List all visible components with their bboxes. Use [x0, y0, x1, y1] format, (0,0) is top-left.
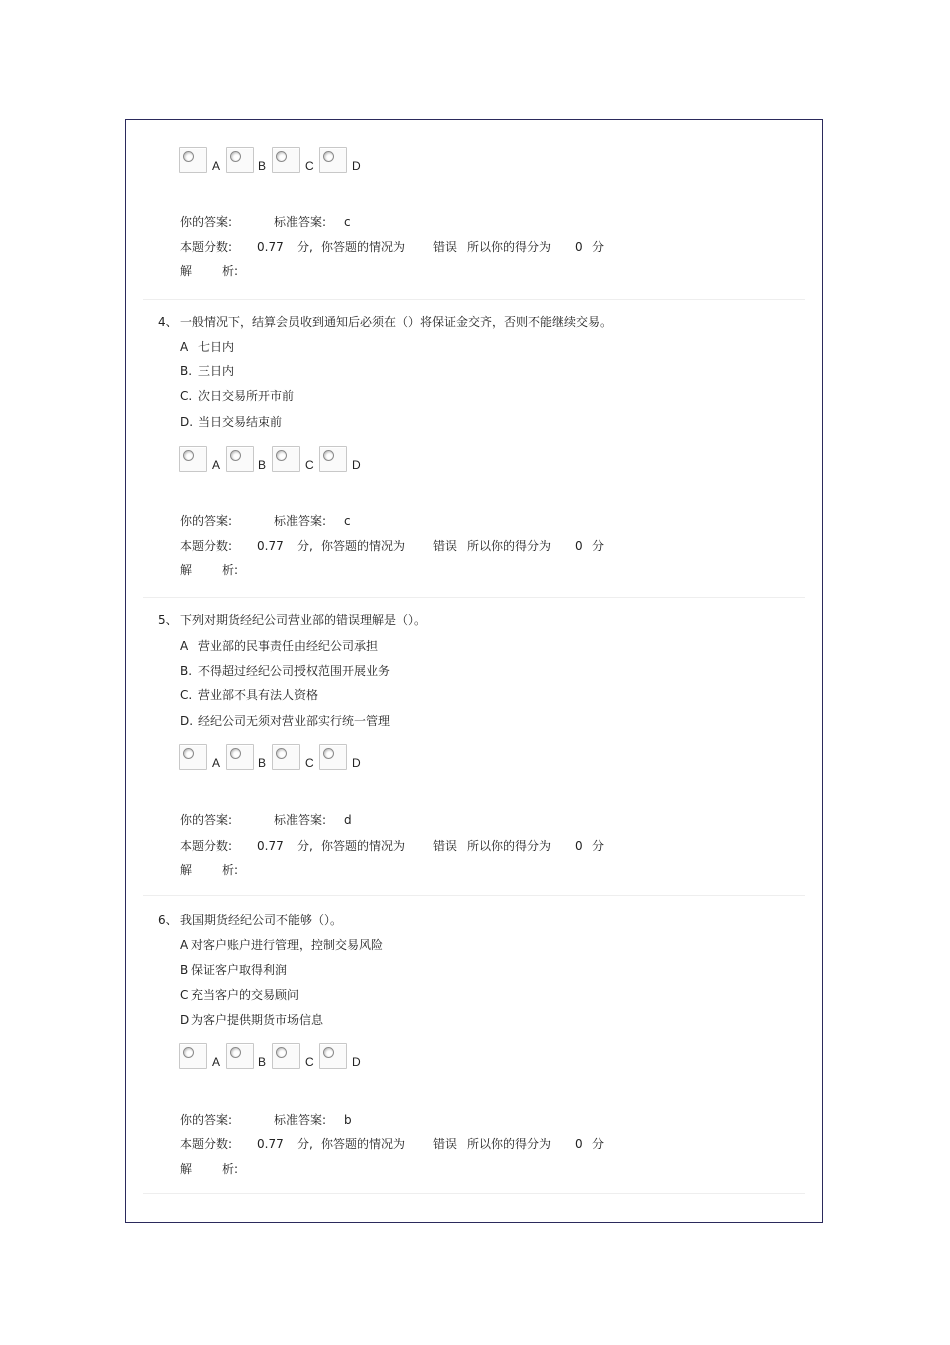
choice-box-a[interactable] [179, 744, 207, 770]
status-value: 错误 [433, 539, 458, 553]
status-value: 错误 [433, 240, 458, 254]
option-letter: D. [180, 714, 194, 728]
analysis-label-1: 解 [180, 1162, 193, 1176]
choice-letter-d: D [352, 756, 361, 770]
choice-box-a[interactable] [179, 1043, 207, 1069]
option-letter: A [180, 639, 189, 653]
standard-answer-label: 标准答案: [274, 813, 327, 827]
choice-letter-a: A [212, 756, 221, 770]
points-unit: 分 [592, 539, 605, 553]
option-letter: A [180, 340, 189, 354]
choice-box-b[interactable] [226, 744, 254, 770]
earned-points: 0 [575, 539, 583, 553]
option-text: 保证客户取得利润 [191, 963, 288, 977]
radio-icon[interactable] [230, 748, 241, 759]
question-number: 4、 [158, 315, 178, 329]
choice-letter-d: D [352, 1055, 361, 1069]
score-unit: 分, [297, 240, 313, 254]
status-value: 错误 [433, 839, 458, 853]
analysis-label-2: 析: [222, 1162, 239, 1176]
points-unit: 分 [592, 1137, 605, 1151]
earned-points: 0 [575, 839, 583, 853]
answer-choices [179, 446, 379, 476]
radio-icon[interactable] [230, 151, 241, 162]
divider [143, 299, 805, 300]
choice-letter-c: C [305, 756, 314, 770]
score-value: 0.77 [257, 240, 284, 254]
score-value: 0.77 [257, 1137, 284, 1151]
standard-answer-label: 标准答案: [274, 215, 327, 229]
question-number: 5、 [158, 613, 178, 627]
option-text: 三日内 [198, 364, 235, 378]
analysis-label-2: 析: [222, 563, 239, 577]
radio-icon[interactable] [183, 450, 194, 461]
question-text: 下列对期货经纪公司营业部的错误理解是（）。 [180, 613, 427, 627]
choice-box-a[interactable] [179, 446, 207, 472]
option-letter: D. [180, 415, 194, 429]
score-unit: 分, [297, 539, 313, 553]
option-letter: B. [180, 364, 193, 378]
choice-box-c[interactable] [272, 744, 300, 770]
choice-letter-b: B [258, 756, 267, 770]
analysis-label-1: 解 [180, 264, 193, 278]
radio-icon[interactable] [183, 151, 194, 162]
choice-letter-b: B [258, 1055, 267, 1069]
choice-letter-a: A [212, 1055, 221, 1069]
option-text: 不得超过经纪公司授权范围开展业务 [198, 664, 391, 678]
choice-box-b[interactable] [226, 1043, 254, 1069]
analysis-label-1: 解 [180, 863, 193, 877]
option-letter: B [180, 963, 189, 977]
choice-letter-c: C [305, 1055, 314, 1069]
option-letter: D [180, 1013, 190, 1027]
option-letter: C. [180, 688, 193, 702]
score-label: 本题分数: [180, 839, 233, 853]
question-text: 我国期货经纪公司不能够（）。 [180, 913, 343, 927]
result-prefix: 所以你的得分为 [467, 240, 552, 254]
analysis-label-2: 析: [222, 863, 239, 877]
your-answer-label: 你的答案: [180, 1113, 233, 1127]
option-letter: C [180, 988, 189, 1002]
radio-icon[interactable] [183, 748, 194, 759]
status-prefix: 你答题的情况为 [321, 539, 406, 553]
standard-answer-value: c [344, 514, 351, 528]
score-label: 本题分数: [180, 240, 233, 254]
radio-icon[interactable] [230, 450, 241, 461]
choice-box-d[interactable] [319, 1043, 347, 1069]
choice-letter-a: A [212, 458, 221, 472]
choice-letter-c: C [305, 159, 314, 173]
status-prefix: 你答题的情况为 [321, 839, 406, 853]
option-text: 对客户账户进行管理，控制交易风险 [191, 938, 384, 952]
radio-icon[interactable] [276, 450, 287, 461]
your-answer-label: 你的答案: [180, 514, 233, 528]
result-prefix: 所以你的得分为 [467, 539, 552, 553]
radio-icon[interactable] [323, 450, 334, 461]
your-answer-label: 你的答案: [180, 813, 233, 827]
result-prefix: 所以你的得分为 [467, 1137, 552, 1151]
radio-icon[interactable] [323, 748, 334, 759]
result-prefix: 所以你的得分为 [467, 839, 552, 853]
score-unit: 分, [297, 839, 313, 853]
score-label: 本题分数: [180, 1137, 233, 1151]
option-text: 营业部的民事责任由经纪公司承担 [198, 639, 379, 653]
radio-icon[interactable] [276, 748, 287, 759]
earned-points: 0 [575, 1137, 583, 1151]
divider [143, 1193, 805, 1194]
choice-letter-d: D [352, 159, 361, 173]
status-value: 错误 [433, 1137, 458, 1151]
choice-letter-a: A [212, 159, 221, 173]
standard-answer-value: b [344, 1113, 352, 1127]
option-text: 经纪公司无须对营业部实行统一管理 [198, 714, 391, 728]
choice-box-a[interactable] [179, 147, 207, 173]
choice-box-c[interactable] [272, 446, 300, 472]
question-text: 一般情况下，结算会员收到通知后必须在（）将保证金交齐，否则不能继续交易。 [180, 315, 613, 329]
analysis-label-2: 析: [222, 264, 239, 278]
choice-box-c[interactable] [272, 147, 300, 173]
option-text: 营业部不具有法人资格 [198, 688, 319, 702]
score-unit: 分, [297, 1137, 313, 1151]
choice-box-c[interactable] [272, 1043, 300, 1069]
status-prefix: 你答题的情况为 [321, 1137, 406, 1151]
option-text: 当日交易结束前 [198, 415, 283, 429]
choice-box-d[interactable] [319, 744, 347, 770]
divider [143, 895, 805, 896]
standard-answer-value: c [344, 215, 351, 229]
question-number: 6、 [158, 913, 178, 927]
option-letter: C. [180, 389, 193, 403]
radio-icon[interactable] [230, 1047, 241, 1058]
choice-box-b[interactable] [226, 446, 254, 472]
radio-icon[interactable] [323, 151, 334, 162]
option-text: 七日内 [198, 340, 235, 354]
choice-box-d[interactable] [319, 147, 347, 173]
choice-box-b[interactable] [226, 147, 254, 173]
option-text: 为客户提供期货市场信息 [191, 1013, 324, 1027]
choice-letter-d: D [352, 458, 361, 472]
radio-icon[interactable] [276, 1047, 287, 1058]
score-value: 0.77 [257, 539, 284, 553]
option-text: 次日交易所开市前 [198, 389, 295, 403]
option-text: 充当客户的交易顾问 [191, 988, 300, 1002]
radio-icon[interactable] [323, 1047, 334, 1058]
points-unit: 分 [592, 839, 605, 853]
answer-choices [179, 744, 379, 774]
option-letter: A [180, 938, 189, 952]
status-prefix: 你答题的情况为 [321, 240, 406, 254]
answer-choices [179, 147, 379, 177]
choice-letter-c: C [305, 458, 314, 472]
score-label: 本题分数: [180, 539, 233, 553]
score-value: 0.77 [257, 839, 284, 853]
points-unit: 分 [592, 240, 605, 254]
choice-letter-b: B [258, 458, 267, 472]
earned-points: 0 [575, 240, 583, 254]
standard-answer-label: 标准答案: [274, 1113, 327, 1127]
your-answer-label: 你的答案: [180, 215, 233, 229]
choice-box-d[interactable] [319, 446, 347, 472]
choice-letter-b: B [258, 159, 267, 173]
standard-answer-value: d [344, 813, 352, 827]
radio-icon[interactable] [183, 1047, 194, 1058]
radio-icon[interactable] [276, 151, 287, 162]
answer-choices [179, 1043, 379, 1073]
divider [143, 597, 805, 598]
analysis-label-1: 解 [180, 563, 193, 577]
standard-answer-label: 标准答案: [274, 514, 327, 528]
option-letter: B. [180, 664, 193, 678]
